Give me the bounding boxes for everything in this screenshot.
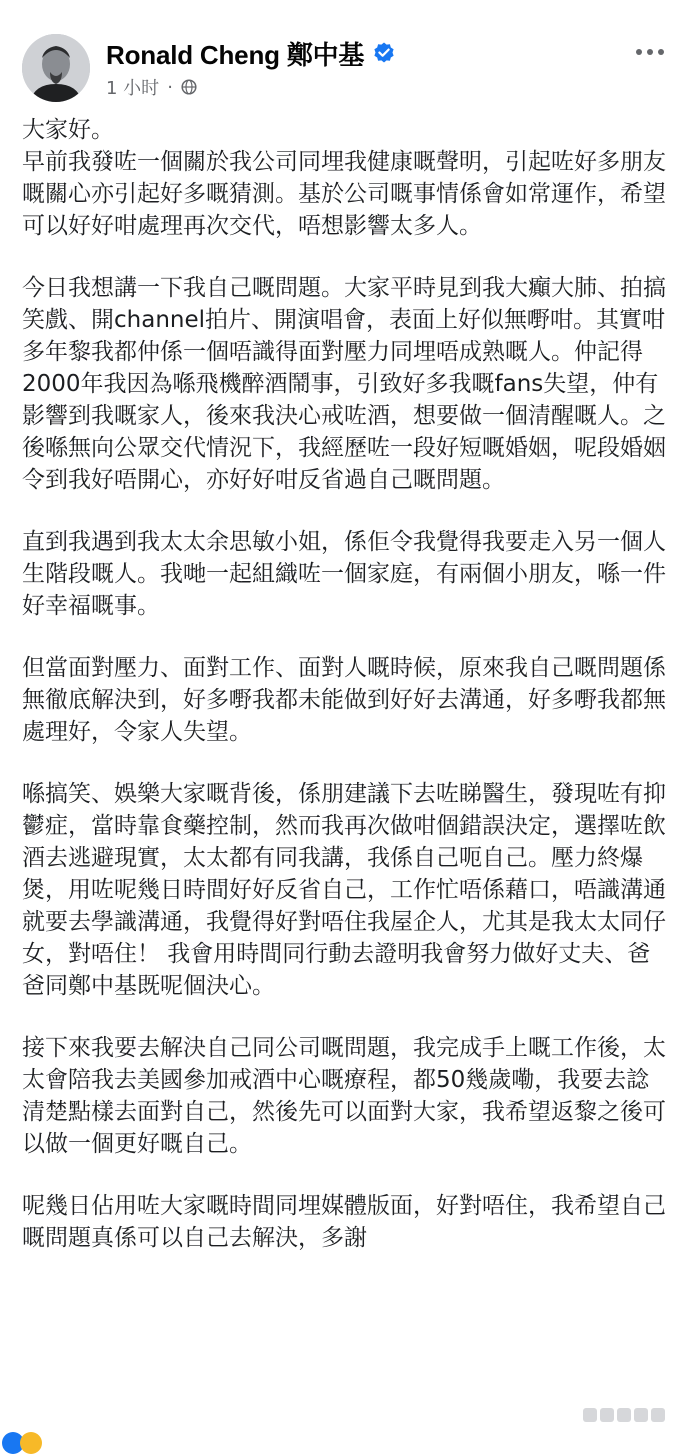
post-paragraph: 喺搞笑、娛樂大家嘅背後，係朋建議下去咗睇醫生，發現咗有抑鬱症，當時靠食藥控制，然而我再次做咁個錯誤決定，選擇咗飲酒去逃避現實，太太都有同我講，我係自己呃自己。壓力終爆煲，用咗呢幾日時間好好反省自己，工作忙唔係藉口，唔識溝通就要去學識溝通，我覺得好對唔住我屋企人，尤其是我太太同仔女，對唔住！ 我會用時間同行動去證明我會努力做好丈夫、爸爸同鄭中基既呢個決心。 (22, 781, 666, 999)
author-name[interactable]: Ronald Cheng 鄭中基 (106, 39, 365, 70)
post-paragraph: 大家好。 早前我發咗一個關於我公司同埋我健康嘅聲明，引起咗好多朋友嘅關心亦引起好多嘅猜測。基於公司嘅事情係會如常運作，希望可以好好咁處理再次交代，唔想影響太多人。 (22, 117, 666, 239)
watermark-block (617, 1408, 631, 1422)
watermark-block (583, 1408, 597, 1422)
post-body (22, 114, 672, 1254)
post-meta (106, 74, 197, 100)
author-row (106, 36, 396, 70)
care-reaction-icon (20, 1432, 42, 1454)
post-paragraph: 今日我想講一下我自己嘅問題。大家平時見到我大癲大肺、拍搞笑戲、開channel拍片、開演唱會，表面上好似無嘢咁。其實咁多年黎我都仲係一個唔識得面對壓力同埋唔成熟嘅人。仲記得2000年我因為喺飛機醉酒鬧事，引致好多我嘅fans失望，仲有影響到我嘅家人，後來我決心戒咗酒，想要做一個清醒嘅人。之後喺無向公眾交代情況下，我經歷咗一段好短嘅婚姻，呢段婚姻令到我好唔開心，亦好好咁反省過自己嘅問題。 (22, 275, 666, 493)
author-portrait-icon (22, 34, 90, 102)
more-dot (658, 49, 664, 55)
post-header (0, 0, 690, 110)
watermark-block (600, 1408, 614, 1422)
watermark-block (651, 1408, 665, 1422)
more-options-icon[interactable] (630, 38, 670, 66)
more-dot (636, 49, 642, 55)
reaction-icons-peek (0, 1432, 60, 1442)
globe-icon[interactable] (181, 79, 197, 95)
more-dot (647, 49, 653, 55)
post-paragraph: 接下來我要去解決自己同公司嘅問題，我完成手上嘅工作後，太太會陪我去美國參加戒酒中心嘅療程，都50幾歲嘞，我要去諗清楚點樣去面對自己，然後先可以面對大家，我希望返黎之後可以做一個更好嘅自己。 (22, 1035, 666, 1157)
verified-badge-icon (372, 41, 396, 65)
post-paragraph: 直到我遇到我太太余思敏小姐，係佢令我覺得我要走入另一個人生階段嘅人。我哋一起組織咗一個家庭，有兩個小朋友，喺一件好幸福嘅事。 (22, 529, 666, 619)
meta-separator: · (167, 76, 173, 98)
post-timestamp[interactable]: 1 小时 (106, 78, 160, 99)
watermark-logo (583, 1404, 679, 1426)
author-avatar[interactable] (22, 34, 90, 102)
post-paragraph: 但當面對壓力、面對工作、面對人嘅時候，原來我自己嘅問題係無徹底解決到，好多嘢我都未能做到好好去溝通，好多嘢我都無處理好，令家人失望。 (22, 655, 666, 745)
watermark-block (634, 1408, 648, 1422)
post-paragraph: 呢幾日佔用咗大家嘅時間同埋媒體版面，好對唔住，我希望自己嘅問題真係可以自己去解決，多謝 (22, 1193, 666, 1251)
